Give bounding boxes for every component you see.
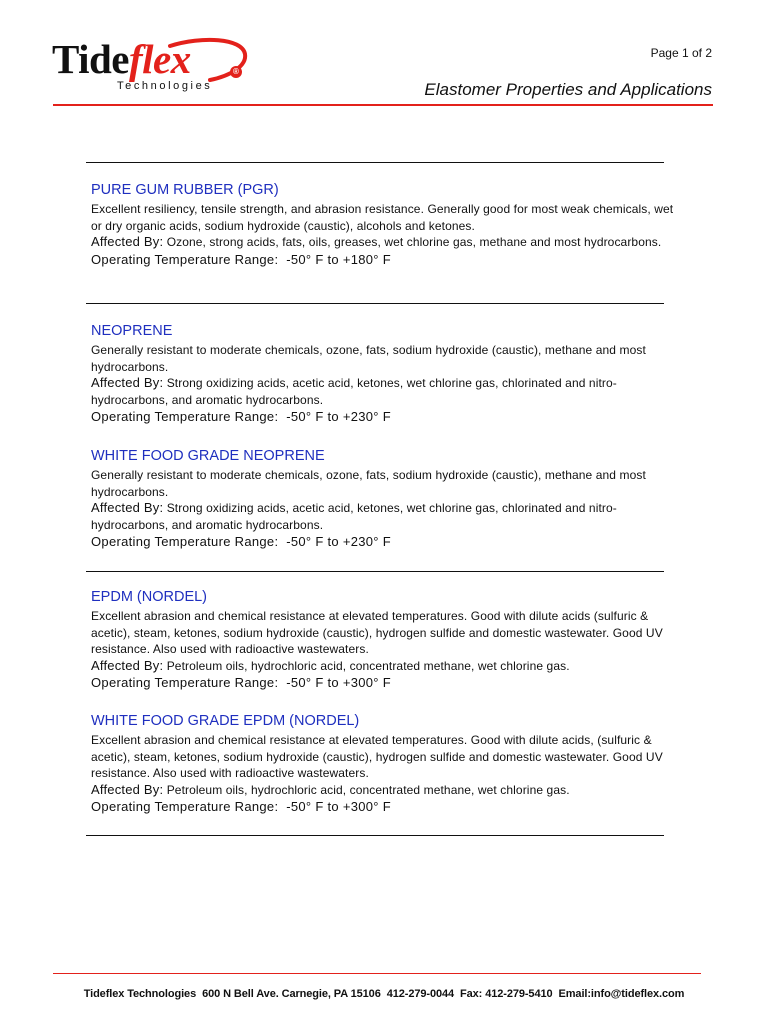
temperature-label: Operating Temperature Range: [91,409,279,424]
section-divider [86,162,664,163]
affected-by-text: Strong oxidizing acids, acetic acid, ketones, wet chlorine gas, chlorinated and nitro-hydrocarbons, and aromatic hydrocarbons. [91,376,617,407]
section-pure-gum-rubber [91,181,681,269]
footer-fax: Fax: 412-279-5410 [460,988,553,1000]
footer-company: Tideflex Technologies [83,988,197,1000]
temperature-label: Operating Temperature Range: [91,251,279,267]
affected-by-text: Petroleum oils, hydrochloric acid, concentrated methane, wet chlorine gas. [163,658,570,673]
affected-by-label: Affected By: [91,500,164,515]
temperature-value: -50° F to +180° F [278,251,391,267]
affected-by-label: Affected By: [91,234,164,249]
temperature-value: -50° F to +230° F [278,409,391,424]
section-divider [86,571,664,572]
affected-by-text: Strong oxidizing acids, acetic acid, ketones, wet chlorine gas, chlorinated and nitro-hydrocarbons, and aromatic hydrocarbons. [91,501,617,532]
section-description: Excellent abrasion and chemical resistance at elevated temperatures. Good with dilute acids, (sulfuric & acetic), steam, ketones, sodium hydroxide (caustic), hydrogen sulfide and domestic wastewater. Good UV resistance. Also used with radioactive wastewaters. [91,733,663,780]
affected-by-label: Affected By: [91,375,164,390]
temperature-label: Operating Temperature Range: [91,534,279,549]
temperature-value: -50° F to +300° F [278,799,391,814]
affected-by-label: Affected By: [91,781,164,797]
section-title: NEOPRENE [91,323,173,339]
footer-phone: 412-279-0044 [386,988,455,1000]
document-title: Elastomer Properties and Applications [424,80,712,99]
affected-by [91,782,681,799]
temperature-label: Operating Temperature Range: [91,675,279,690]
temperature-label: Operating Temperature Range: [91,799,279,814]
section-description: Excellent abrasion and chemical resistance at elevated temperatures. Good with dilute acids (sulfuric & acetic), steam, ketones, sodium hydroxide (caustic), hydrogen sulfide and domestic wastewater. Good UV resistance. Also used with radioactive wastewaters. [91,609,663,656]
section-description: Excellent resiliency, tensile strength, and abrasion resistance. Generally good for most weak chemicals, wet or dry organic acids, sodium hydroxide (caustic), alcohols and ketones. [91,202,674,233]
section-divider [86,303,664,304]
temperature-value: -50° F to +230° F [278,534,391,549]
affected-by-text: Petroleum oils, hydrochloric acid, concentrated methane, wet chlorine gas. [163,782,570,797]
footer-email[interactable]: Email:info@tideflex.com [558,988,685,1000]
registered-mark-icon: ® [230,66,242,78]
affected-by [91,234,681,251]
logo-word-tide: Tide [52,36,129,82]
affected-by-label: Affected By: [91,657,164,673]
temperature-range [91,251,681,269]
section-title: WHITE FOOD GRADE NEOPRENE [91,448,325,464]
footer-divider [53,973,701,974]
affected-by-text: Ozone, strong acids, fats, oils, greases, wet chlorine gas, methane and most hydrocarbons. [163,235,662,249]
affected-by [91,500,681,533]
section-divider [86,835,664,836]
section-white-food-grade-neoprene [91,447,681,551]
section-title: EPDM (NORDEL) [91,589,208,605]
footer-address: 600 N Bell Ave. Carnegie, PA 15106 [202,988,381,1000]
temperature-value: -50° F to +300° F [278,675,391,690]
section-white-food-grade-epdm [91,712,681,816]
page-footer [0,988,768,1000]
section-description: Generally resistant to moderate chemicals, ozone, fats, sodium hydroxide (caustic), methane and most hydrocarbons. [91,468,646,499]
logo-word-flex: flex [129,36,191,82]
section-neoprene [91,322,681,426]
section-title: WHITE FOOD GRADE EPDM (NORDEL) [91,713,360,729]
section-description: Generally resistant to moderate chemicals, ozone, fats, sodium hydroxide (caustic), methane and most hydrocarbons. [91,343,646,374]
affected-by [91,658,681,675]
affected-by [91,375,681,408]
logo-subtitle: Technologies [117,80,213,92]
section-epdm-nordel [91,588,681,692]
temperature-range [91,533,681,551]
page-number: Page 1 of 2 [650,46,712,60]
section-title: PURE GUM RUBBER (PGR) [91,182,279,198]
temperature-range [91,798,681,816]
temperature-range [91,674,681,692]
temperature-range [91,408,681,426]
